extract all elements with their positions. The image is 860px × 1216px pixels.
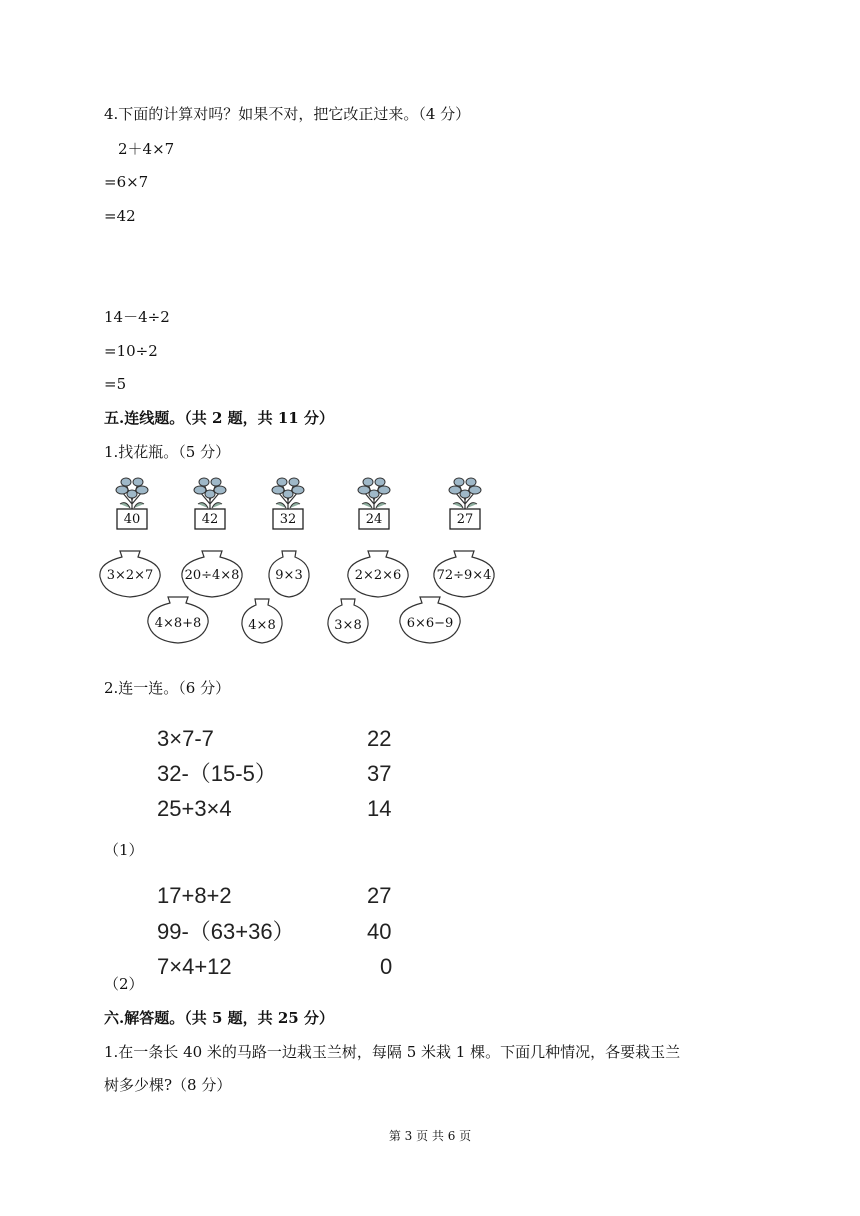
vase-rows <box>0 545 860 655</box>
flower-row <box>0 472 860 542</box>
expr-right: 22 <box>367 726 392 751</box>
vase-label: 4×8 <box>248 618 276 633</box>
part-label: （1） <box>104 841 144 859</box>
pot-number: 42 <box>201 512 219 527</box>
pot-number: 40 <box>123 512 141 527</box>
part-label: （2） <box>104 975 144 993</box>
pot-number: 32 <box>279 512 297 527</box>
question-6-1-line1: 1.在一条长 40 米的马路一边栽玉兰树，每隔 5 米栽 1 棵。下面几种情况，各要栽玉兰 <box>104 1043 681 1061</box>
expr-right: 14 <box>367 796 392 821</box>
question-4-title: 4.下面的计算对吗？如果不对，把它改正过来。（4 分） <box>104 105 471 123</box>
expr-left: 32-（15-5） <box>157 761 277 786</box>
calc2-line3: =5 <box>104 375 127 393</box>
vase-label: 3×2×7 <box>106 568 154 583</box>
expr-left: 99-（63+36） <box>157 919 295 944</box>
expr-right: 27 <box>367 883 392 908</box>
calc1-line3: =42 <box>104 207 136 225</box>
expr-left: 7×4+12 <box>157 954 232 979</box>
calc1-line1: 2＋4×7 <box>118 140 175 158</box>
vase-label: 20÷4×8 <box>184 568 240 583</box>
calc2-line2: =10÷2 <box>104 342 158 360</box>
vase-label: 72÷9×4 <box>436 568 492 583</box>
expr-left: 3×7-7 <box>157 726 214 751</box>
vase-label: 6×6−9 <box>406 616 454 631</box>
question-6-1-line2: 树多少棵?（8 分） <box>104 1076 232 1094</box>
section-5-title: 五.连线题。（共 2 题，共 11 分） <box>104 409 334 427</box>
vase-label: 2×2×6 <box>354 568 402 583</box>
expr-right: 37 <box>367 761 392 786</box>
page-footer: 第 3 页 共 6 页 <box>388 1129 472 1143</box>
section-6-title: 六.解答题。（共 5 题，共 25 分） <box>104 1009 334 1027</box>
expr-right: 0 <box>380 954 393 979</box>
pot-number: 24 <box>365 512 383 527</box>
question-5-1-title: 1.找花瓶。（5 分） <box>104 443 231 461</box>
expr-left: 17+8+2 <box>157 883 232 908</box>
pot-number: 27 <box>456 512 474 527</box>
calc1-line2: =6×7 <box>104 173 149 191</box>
expr-right: 40 <box>367 919 392 944</box>
expr-left: 25+3×4 <box>157 796 232 821</box>
vase-label: 9×3 <box>275 568 303 583</box>
vase-label: 3×8 <box>334 618 362 633</box>
question-5-2-title: 2.连一连。（6 分） <box>104 679 231 697</box>
calc2-line1: 14－4÷2 <box>104 308 170 326</box>
vase-label: 4×8+8 <box>154 616 202 631</box>
